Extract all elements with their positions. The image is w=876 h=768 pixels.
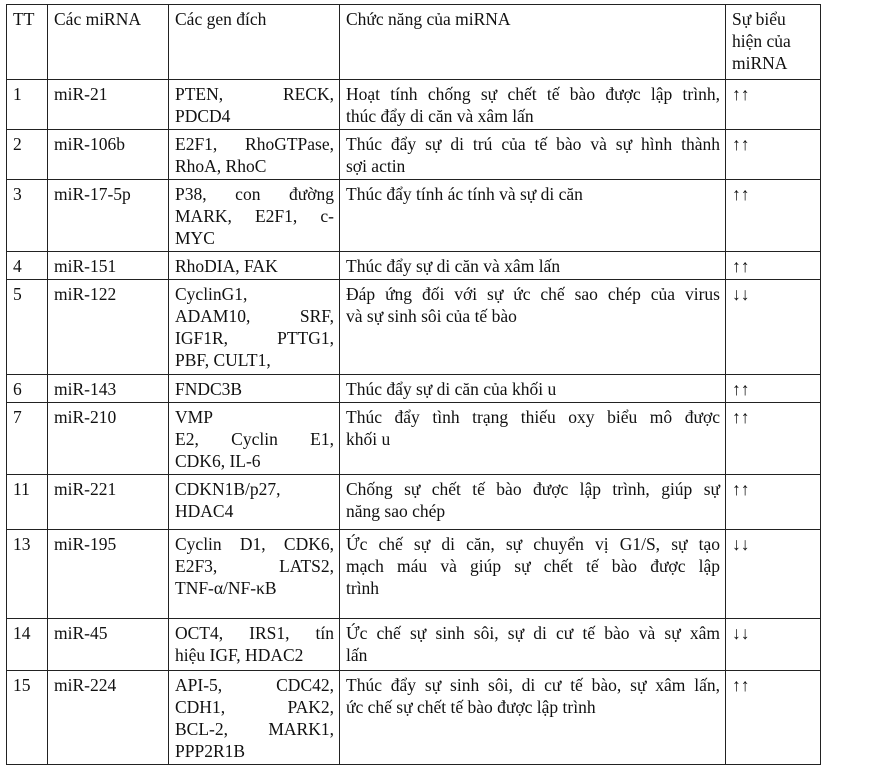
row-number: 6 (7, 375, 48, 403)
mirna-name: miR-106b (48, 130, 169, 180)
expression-arrows: ↑↑ (726, 475, 821, 530)
gene-line: Cyclin D1, CDK6, (175, 534, 334, 554)
mirna-name: miR-143 (48, 375, 169, 403)
row-number: 14 (7, 619, 48, 671)
gene-line: PPP2R1B (175, 741, 246, 761)
mirna-name: miR-221 (48, 475, 169, 530)
table-row (7, 375, 821, 403)
mirna-name: miR-224 (48, 671, 169, 765)
gene-line: OCT4, IRS1, tín (175, 623, 334, 643)
row-number: 5 (7, 280, 48, 375)
row-number: 7 (7, 403, 48, 475)
gene-line: CDH1, PAK2, (175, 697, 334, 717)
target-genes (169, 80, 340, 130)
target-genes (169, 252, 340, 280)
gene-line: CDKN1B/p27, (175, 479, 281, 499)
target-genes (169, 475, 340, 530)
header-genes: Các gen đích (169, 5, 340, 80)
gene-line: BCL-2, MARK1, (175, 719, 334, 739)
row-number: 2 (7, 130, 48, 180)
table-row (7, 475, 821, 530)
target-genes (169, 403, 340, 475)
header-mirna: Các miRNA (48, 5, 169, 80)
gene-line: API-5, CDC42, (175, 675, 334, 695)
table-row (7, 530, 821, 619)
target-genes (169, 130, 340, 180)
expression-arrows: ↓↓ (726, 619, 821, 671)
header-tt: TT (7, 5, 48, 80)
function-line: Thúc đẩy sự di căn của khối u (346, 379, 557, 399)
function-text (340, 403, 726, 475)
gene-line: HDAC4 (175, 501, 234, 521)
mirna-name: miR-151 (48, 252, 169, 280)
header-row (7, 5, 821, 80)
function-line: Ức chế sự di căn, sự chuyển vị G1/S, sự tạo (346, 534, 720, 554)
function-line: Ức chế sự sinh sôi, sự di cư tế bào và sự xâm (346, 623, 720, 643)
mirna-name: miR-122 (48, 280, 169, 375)
gene-line: hiệu IGF, HDAC2 (175, 645, 304, 665)
gene-line: TNF-α/NF-κB (175, 578, 277, 598)
function-text (340, 280, 726, 375)
mirna-name: miR-17-5p (48, 180, 169, 252)
function-text (340, 475, 726, 530)
expression-arrows: ↑↑ (726, 403, 821, 475)
row-number: 13 (7, 530, 48, 619)
function-line: Thúc đẩy tính ác tính và sự di căn (346, 184, 583, 204)
gene-line: MYC (175, 228, 215, 248)
table-body (7, 80, 821, 765)
table-row (7, 671, 821, 765)
function-line: năng sao chép (346, 501, 446, 521)
table-row (7, 130, 821, 180)
gene-line: CDK6, IL-6 (175, 451, 261, 471)
function-line: Thúc đẩy sự di trú của tế bào và sự hình thành (346, 134, 720, 154)
function-line: lấn (346, 645, 368, 665)
gene-line: CyclinG1, (175, 284, 248, 304)
header-expression: Sự biểu hiện của miRNA (726, 5, 821, 80)
expression-arrows: ↑↑ (726, 252, 821, 280)
table-row (7, 180, 821, 252)
target-genes (169, 375, 340, 403)
function-text (340, 130, 726, 180)
function-line: ức chế sự chết tế bào được lập trình (346, 697, 596, 717)
function-text (340, 80, 726, 130)
row-number: 3 (7, 180, 48, 252)
mirna-name: miR-195 (48, 530, 169, 619)
expression-arrows: ↑↑ (726, 180, 821, 252)
function-line: trình (346, 578, 380, 598)
gene-line: E2, Cyclin E1, (175, 429, 334, 449)
table-row (7, 252, 821, 280)
row-number: 11 (7, 475, 48, 530)
function-line: và sự sinh sôi của tế bào (346, 306, 517, 326)
expression-arrows: ↓↓ (726, 530, 821, 619)
gene-line: ADAM10, SRF, (175, 306, 334, 326)
function-text (340, 530, 726, 619)
function-line: mạch máu và giúp sự chết tế bào được lập (346, 556, 720, 576)
mirna-name: miR-45 (48, 619, 169, 671)
gene-line: RhoDIA, FAK (175, 256, 278, 276)
function-line: Thúc đẩy sự di căn và xâm lấn (346, 256, 561, 276)
function-line: Thúc đẩy sự sinh sôi, di cư tế bào, sự xâm lấn, (346, 675, 720, 695)
function-text (340, 671, 726, 765)
header-function: Chức năng của miRNA (340, 5, 726, 80)
gene-line: PBF, CULT1, (175, 350, 271, 370)
function-line: Thúc đẩy tình trạng thiếu oxy biểu mô được (346, 407, 720, 427)
target-genes (169, 530, 340, 619)
target-genes (169, 671, 340, 765)
table-row (7, 80, 821, 130)
function-text (340, 252, 726, 280)
expression-arrows: ↑↑ (726, 80, 821, 130)
mirna-table (6, 4, 821, 765)
function-line: khối u (346, 429, 391, 449)
target-genes (169, 280, 340, 375)
function-line: sợi actin (346, 156, 406, 176)
gene-line: PTEN, RECK, (175, 84, 334, 104)
function-line: Hoạt tính chống sự chết tế bào được lập trình, (346, 84, 720, 104)
target-genes (169, 180, 340, 252)
expression-arrows: ↑↑ (726, 130, 821, 180)
expression-arrows: ↑↑ (726, 671, 821, 765)
gene-line: VMP (175, 407, 213, 427)
row-number: 15 (7, 671, 48, 765)
function-text (340, 180, 726, 252)
gene-line: E2F1, RhoGTPase, (175, 134, 334, 154)
gene-line: RhoA, RhoC (175, 156, 267, 176)
function-line: thúc đẩy di căn và xâm lấn (346, 106, 534, 126)
gene-line: PDCD4 (175, 106, 231, 126)
table-row (7, 619, 821, 671)
gene-line: MARK, E2F1, c- (175, 206, 334, 226)
function-text (340, 619, 726, 671)
expression-arrows: ↓↓ (726, 280, 821, 375)
function-line: Đáp ứng đối với sự ức chế sao chép của virus (346, 284, 720, 304)
target-genes (169, 619, 340, 671)
gene-line: IGF1R, PTTG1, (175, 328, 334, 348)
function-text (340, 375, 726, 403)
table-row (7, 280, 821, 375)
gene-line: FNDC3B (175, 379, 243, 399)
table-row (7, 403, 821, 475)
function-line: Chống sự chết tế bào được lập trình, giúp sự (346, 479, 720, 499)
gene-line: E2F3, LATS2, (175, 556, 334, 576)
expression-arrows: ↑↑ (726, 375, 821, 403)
gene-line: P38, con đường (175, 184, 334, 204)
row-number: 1 (7, 80, 48, 130)
row-number: 4 (7, 252, 48, 280)
mirna-name: miR-210 (48, 403, 169, 475)
mirna-name: miR-21 (48, 80, 169, 130)
